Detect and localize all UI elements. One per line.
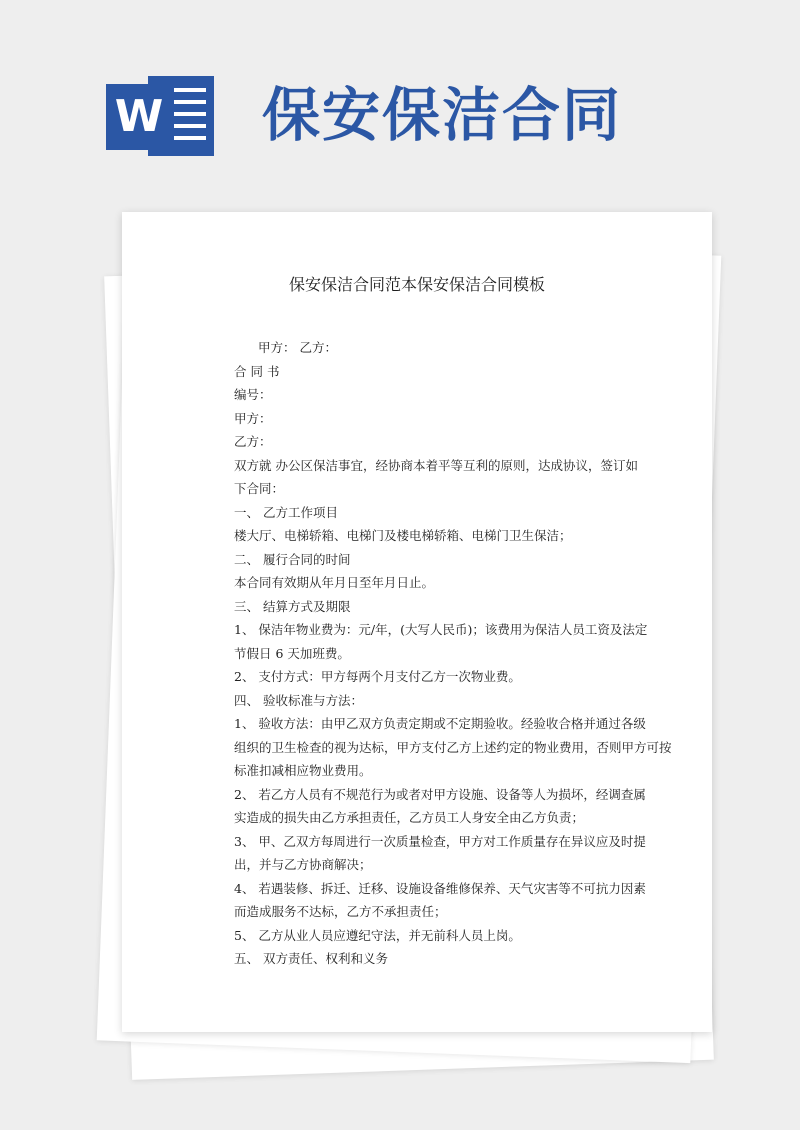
doc-line-list-item: 3、 甲、乙双方每周进行一次质量检查，甲方对工作质量存在异议应及时提 xyxy=(234,833,646,849)
doc-line-paragraph: 双方就 办公区保洁事宜，经协商本着平等互利的原则，达成协议，签订如 xyxy=(234,457,638,473)
word-icon-line xyxy=(174,112,206,116)
doc-line-paragraph: 出，并与乙方协商解决； xyxy=(234,857,372,872)
word-icon-letter: W xyxy=(106,84,172,150)
doc-line-paragraph: 而造成服务不达标，乙方不承担责任； xyxy=(234,904,447,919)
doc-line-section-heading: 四、 验收标准与方法： xyxy=(234,692,363,708)
doc-line-paragraph: 节假日 6 天加班费。 xyxy=(234,645,350,661)
doc-line-party-a: 甲方： xyxy=(234,410,272,426)
doc-line-party-headers: 甲方： 乙方： xyxy=(258,340,337,355)
doc-line-number: 编号： xyxy=(234,387,272,402)
doc-line-section-heading: 五、 双方责任、权利和义务 xyxy=(234,951,388,966)
document-body xyxy=(234,336,672,971)
doc-line-list-item: 2、 若乙方人员有不规范行为或者对甲方设施、设备等人为损坏，经调查属 xyxy=(234,786,646,802)
doc-line-list-item: 2、 支付方式：甲方每两个月支付乙方一次物业费。 xyxy=(234,669,521,684)
doc-line-contract-label: 合 同 书 xyxy=(234,363,280,379)
doc-line-list-item: 5、 乙方从业人员应遵纪守法，并无前科人员上岗。 xyxy=(234,927,521,943)
word-icon-line xyxy=(174,88,206,92)
doc-line-party-b: 乙方： xyxy=(234,434,272,449)
document-page xyxy=(122,212,712,1032)
doc-line-section-heading: 二、 履行合同的时间 xyxy=(234,551,351,567)
word-icon-line xyxy=(174,124,206,128)
document-title: 保安保洁合同范本保安保洁合同模板 xyxy=(288,275,545,294)
doc-line-paragraph: 本合同有效期从年月日至年月日止。 xyxy=(234,575,435,590)
doc-line-list-item: 1、 验收方法：由甲乙双方负责定期或不定期验收。经验收合格并通过各级 xyxy=(234,716,646,731)
doc-line-section-heading: 三、 结算方式及期限 xyxy=(234,598,351,614)
doc-line-list-item: 4、 若遇装修、拆迁、迁移、设施设备维修保养、天气灾害等不可抗力因素 xyxy=(234,880,646,896)
doc-line-section-heading: 一、 乙方工作项目 xyxy=(234,504,338,520)
page-title: 保安保洁合同 xyxy=(262,81,623,149)
word-icon-line xyxy=(174,136,206,140)
doc-line-paragraph: 楼大厅、电梯轿箱、电梯门及楼电梯轿箱、电梯门卫生保洁； xyxy=(234,528,572,543)
doc-line-paragraph: 实造成的损失由乙方承担责任，乙方员工人身安全由乙方负责； xyxy=(234,810,585,825)
doc-line-paragraph: 标准扣减相应物业费用。 xyxy=(234,763,372,778)
doc-line-paragraph: 组织的卫生检查的视为达标，甲方支付乙方上述约定的物业费用，否则甲方可按 xyxy=(234,739,672,755)
doc-line-paragraph: 下合同： xyxy=(234,481,285,496)
doc-line-list-item: 1、 保洁年物业费为：元/年，(大写人民币)；该费用为保洁人员工资及法定 xyxy=(234,622,648,637)
word-icon-line xyxy=(174,100,206,104)
